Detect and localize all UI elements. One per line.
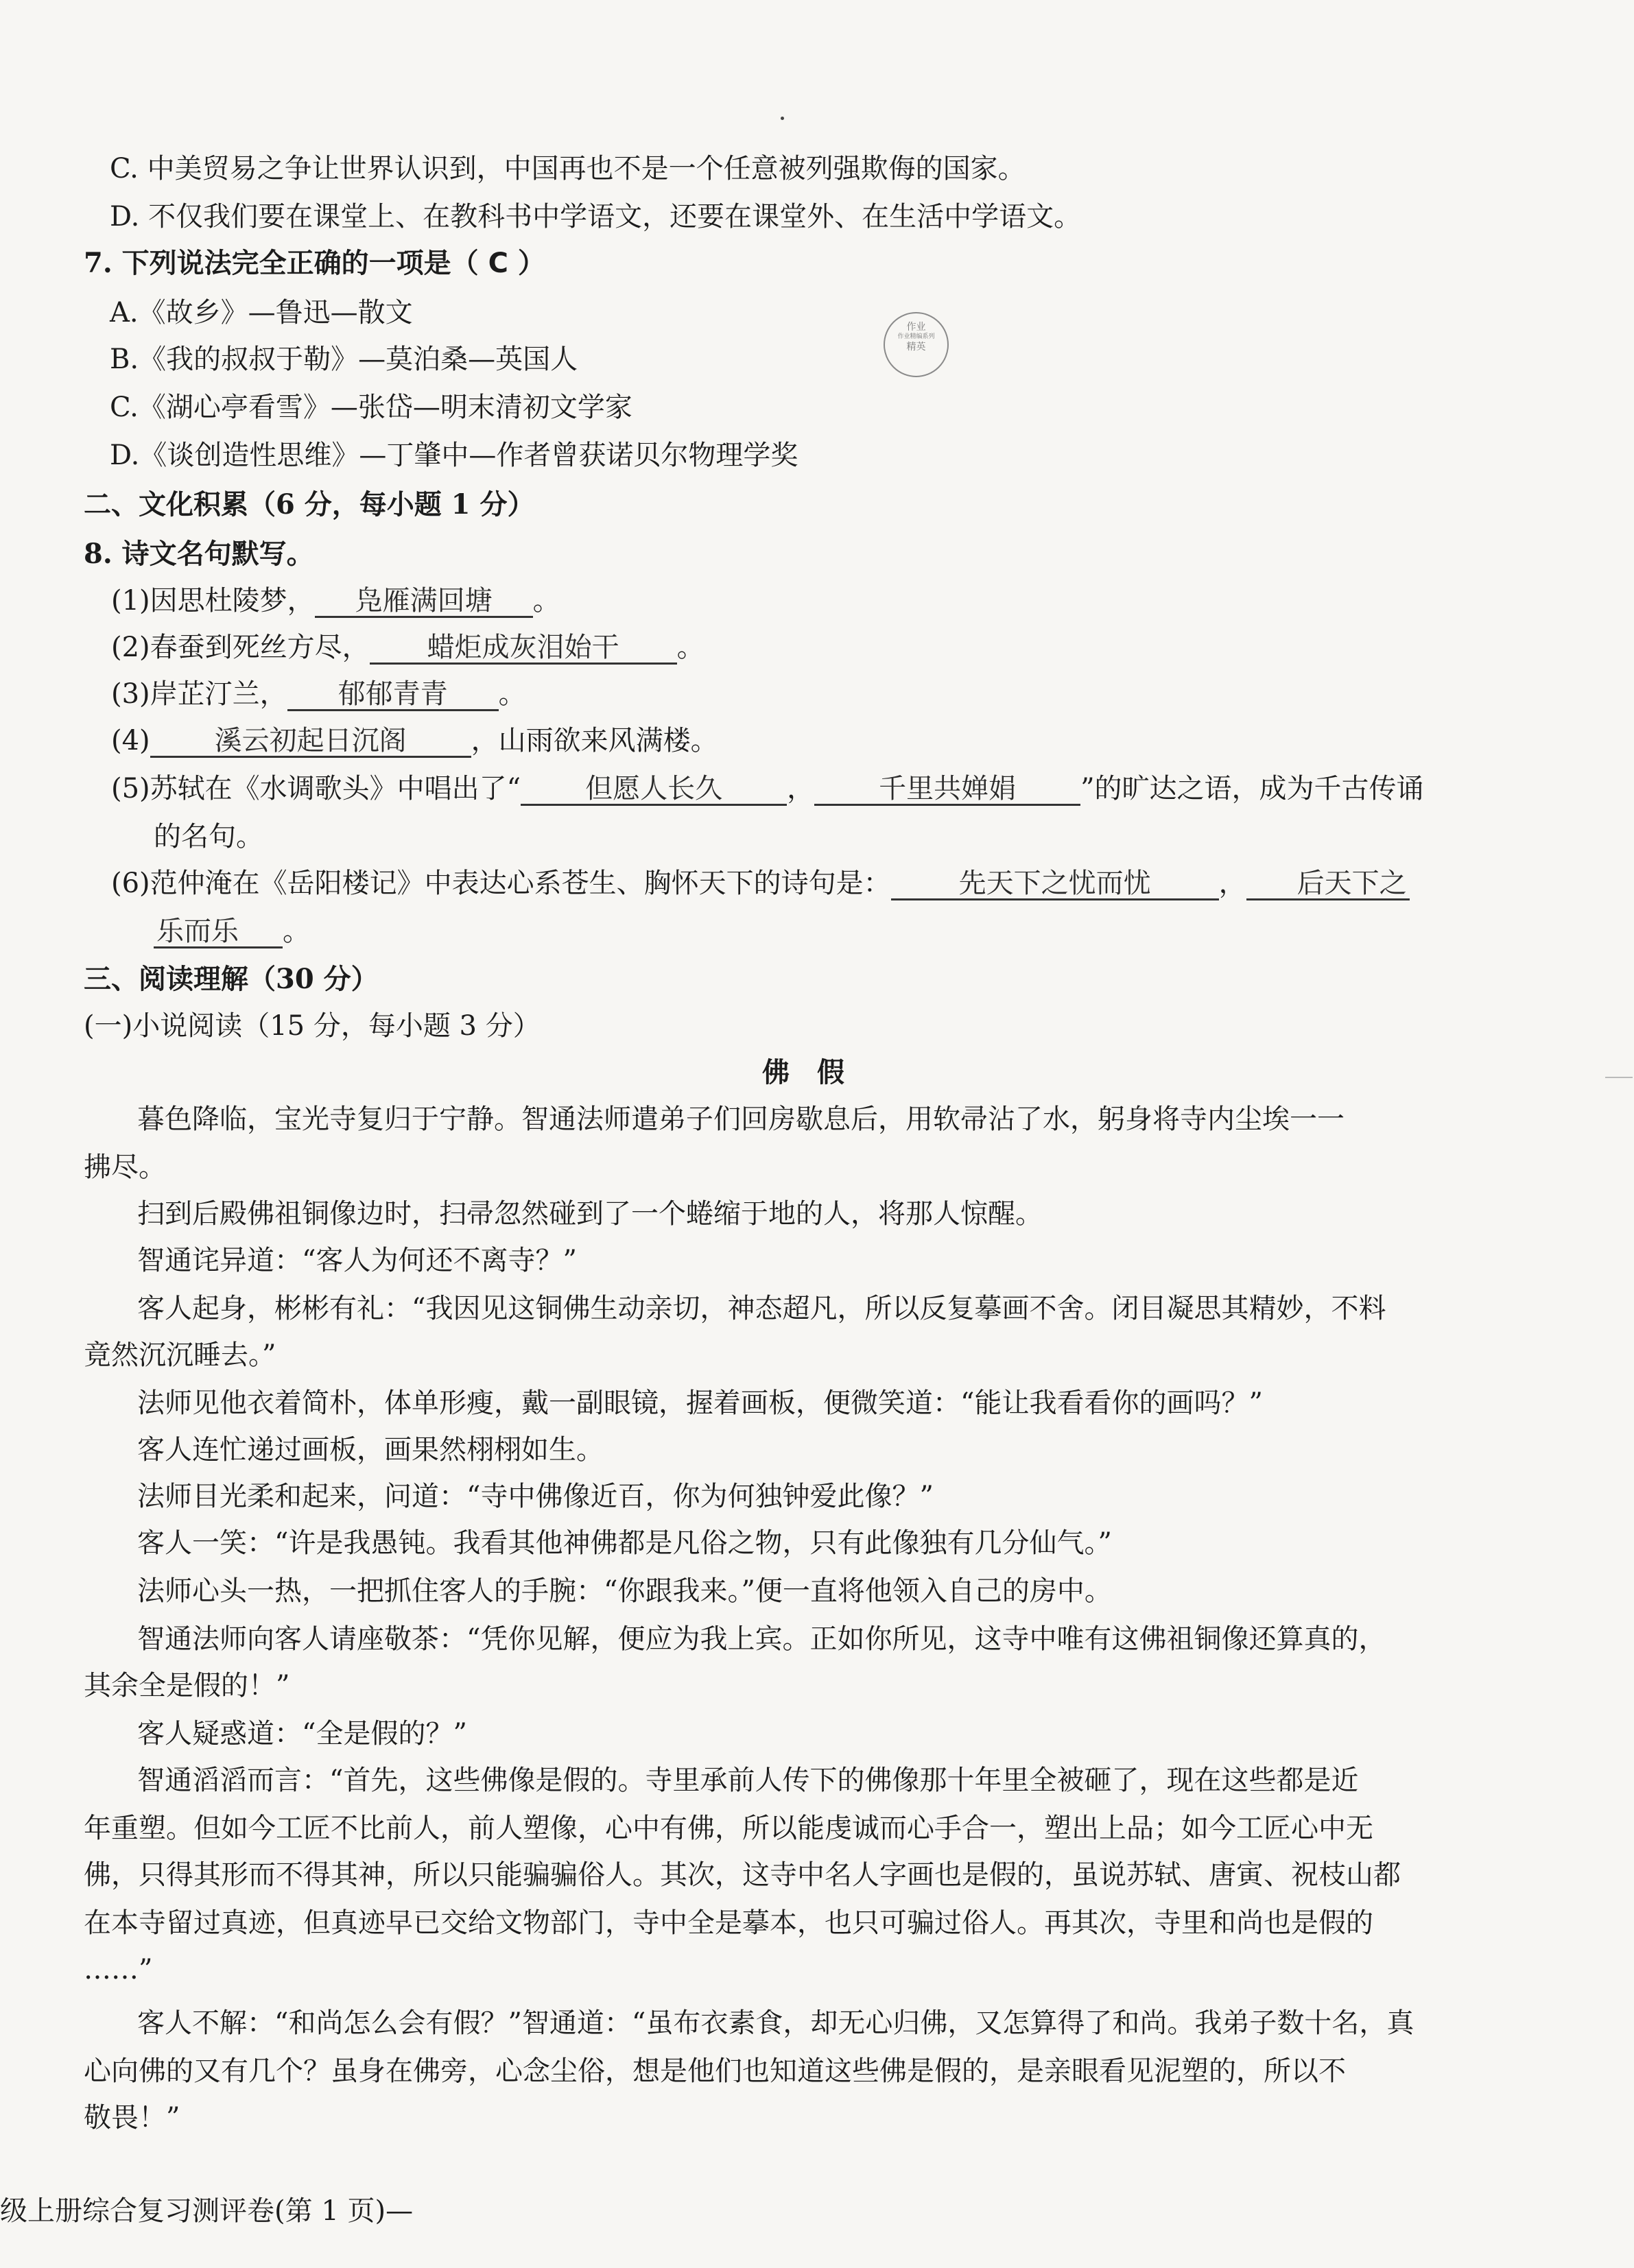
q8-item6-post: 。 xyxy=(283,916,310,947)
page-footer: 级上册综合复习测评卷(第 1 页)— xyxy=(0,2195,414,2227)
story-line: 其余全是假的！” xyxy=(84,1670,290,1702)
q8-item5-post: ”的旷达之语，成为千古传诵 xyxy=(1080,773,1424,804)
q8-item4-post: ，山雨欲来风满楼。 xyxy=(471,725,718,756)
q8-item5-answer1: 但愿人长久 xyxy=(521,774,787,806)
q8-item6-answer2a: 后天下之 xyxy=(1246,868,1410,900)
stamp-line3: 精英 xyxy=(906,342,926,353)
q8-item5-continued: 的名句。 xyxy=(154,821,263,852)
story-title: 佛假 xyxy=(762,1056,872,1088)
story-line: 客人不解：“和尚怎么会有假？”智通道：“虽布衣素食，却无心归佛，又怎算得了和尚。我弟子数十名，真 xyxy=(137,2007,1414,2039)
q8-item1-answer: 凫雁满回塘 xyxy=(315,586,533,618)
q8-item3-post: 。 xyxy=(498,678,526,710)
q8-item2-pre: (2)春蚕到死丝方尽， xyxy=(111,632,370,663)
story-line: 暮色降临，宝光寺复归于宁静。智通法师遣弟子们回房歇息后，用软帚沾了水，躬身将寺内尘埃一一 xyxy=(137,1103,1345,1135)
edge-rule xyxy=(1605,1077,1633,1078)
q7-answer: C xyxy=(488,248,508,279)
story-line: 智通滔滔而言：“首先，这些佛像是假的。寺里承前人传下的佛像那十年里全被砸了，现在这些都是近 xyxy=(137,1765,1359,1796)
q8-item6-continued xyxy=(154,915,310,948)
story-line: 拂尽。 xyxy=(84,1151,166,1183)
story-line: 客人连忙递过画板，画果然栩栩如生。 xyxy=(137,1434,604,1466)
q8-item1 xyxy=(111,584,560,618)
section2-heading: 二、文化积累（6 分，每小题 1 分） xyxy=(84,488,535,521)
q8-item5-pre: (5)苏轼在《水调歌头》中唱出了“ xyxy=(111,773,521,804)
q8-item3 xyxy=(111,678,526,711)
q8-item2-answer: 蜡炬成灰泪始干 xyxy=(370,632,677,665)
q8-item4-pre: (4) xyxy=(111,725,150,756)
story-line: 法师心头一热，一把抓住客人的手腕：“你跟我来。”便一直将他领入自己的房中。 xyxy=(137,1575,1112,1607)
stamp-line2: 作业精编系列 xyxy=(897,333,935,340)
story-line: 佛，只得其形而不得其神，所以只能骗骗俗人。其次，这寺中名人字画也是假的，虽说苏轼、唐寅、祝枝山都 xyxy=(84,1859,1401,1891)
story-line: 敬畏！” xyxy=(84,2102,180,2134)
story-line: 客人疑惑道：“全是假的？” xyxy=(137,1718,467,1750)
story-line: 客人一笑：“许是我愚钝。我看其他神佛都是凡俗之物，只有此像独有几分仙气。” xyxy=(137,1527,1112,1559)
q7-stem-post: ） xyxy=(508,247,545,279)
q6-option-d: D. 不仅我们要在课堂上、在教科书中学语文，还要在课堂外、在生活中学语文。 xyxy=(110,201,1082,232)
story-line: 法师目光柔和起来，问道：“寺中佛像近百，你为何独钟爱此像？” xyxy=(137,1481,934,1512)
story-line: 客人起身，彬彬有礼：“我因见这铜佛生动亲切，神态超凡，所以反复摹画不舍。闭目凝思其精妙，不料 xyxy=(137,1293,1386,1324)
story-line: 竟然沉沉睡去。” xyxy=(84,1339,276,1371)
q7-option-d: D.《谈创造性思维》—丁肇中—作者曾获诺贝尔物理学奖 xyxy=(110,440,798,471)
q8-item1-pre: (1)因思杜陵梦， xyxy=(111,585,315,617)
story-line: 在本寺留过真迹，但真迹早已交给文物部门，寺中全是摹本，也只可骗过俗人。再其次，寺里和尚也是假的 xyxy=(84,1907,1373,1939)
q8-item5-mid: ， xyxy=(787,773,815,804)
story-line: 心向佛的又有几个？虽身在佛旁，心念尘俗，想是他们也知道这些佛是假的，是亲眼看见泥塑的，所以不 xyxy=(84,2055,1346,2087)
q8-item6-answer2b: 乐而乐 xyxy=(154,916,283,948)
q7-option-c: C.《湖心亭看雪》—张岱—明末清初文学家 xyxy=(110,392,632,423)
watermark-stamp xyxy=(884,312,949,377)
q8-item3-pre: (3)岸芷汀兰， xyxy=(111,678,287,710)
q7-stem xyxy=(84,247,545,280)
story-line: 法师见他衣着简朴，体单形瘦，戴一副眼镜，握着画板，便微笑道：“能让我看看你的画吗？” xyxy=(137,1387,1263,1419)
story-line: 智通诧异道：“客人为何还不离寺？” xyxy=(137,1245,577,1276)
q8-item4-answer: 溪云初起日沉阁 xyxy=(150,726,471,758)
q8-item2-post: 。 xyxy=(676,632,704,663)
q8-item3-answer: 郁郁青青 xyxy=(287,679,499,711)
q8-item5 xyxy=(111,772,1424,806)
q8-item6-mid: ， xyxy=(1218,868,1246,899)
q8-item2 xyxy=(111,631,704,665)
q8-item4 xyxy=(111,724,718,758)
q8-item6 xyxy=(111,867,1410,900)
q8-item6-answer1: 先天下之忧而忧 xyxy=(891,868,1219,900)
section3-subheading: (一)小说阅读（15 分，每小题 3 分） xyxy=(84,1010,541,1042)
story-line: 年重塑。但如今工匠不比前人，前人塑像，心中有佛，所以能虔诚而心手合一，塑出上品；如今工匠心中无 xyxy=(84,1813,1373,1844)
q7-option-b: B.《我的叔叔于勒》—莫泊桑—英国人 xyxy=(110,344,578,375)
q7-option-a: A.《故乡》—鲁迅—散文 xyxy=(110,297,413,329)
story-line: 扫到后殿佛祖铜像边时，扫帚忽然碰到了一个蜷缩于地的人，将那人惊醒。 xyxy=(137,1198,1043,1230)
stray-dot xyxy=(781,117,784,120)
q8-stem: 8. 诗文名句默写。 xyxy=(84,538,314,570)
story-line: ……” xyxy=(84,1954,153,1985)
q8-item6-pre: (6)范仲淹在《岳阳楼记》中表达心系苍生、胸怀天下的诗句是： xyxy=(111,868,891,899)
q8-item1-post: 。 xyxy=(532,585,560,617)
q6-option-c: C. 中美贸易之争让世界认识到，中国再也不是一个任意被列强欺侮的国家。 xyxy=(110,153,1026,184)
q7-stem-pre: 7. 下列说法完全正确的一项是（ xyxy=(84,247,488,279)
q8-item5-answer2: 千里共婵娟 xyxy=(814,774,1080,806)
stamp-line1: 作业 xyxy=(906,322,926,333)
story-line: 智通法师向客人请座敬茶：“凭你见解，便应为我上宾。正如你所见，这寺中唯有这佛祖铜像还算真的， xyxy=(137,1623,1386,1655)
section3-heading: 三、阅读理解（30 分） xyxy=(84,963,379,995)
